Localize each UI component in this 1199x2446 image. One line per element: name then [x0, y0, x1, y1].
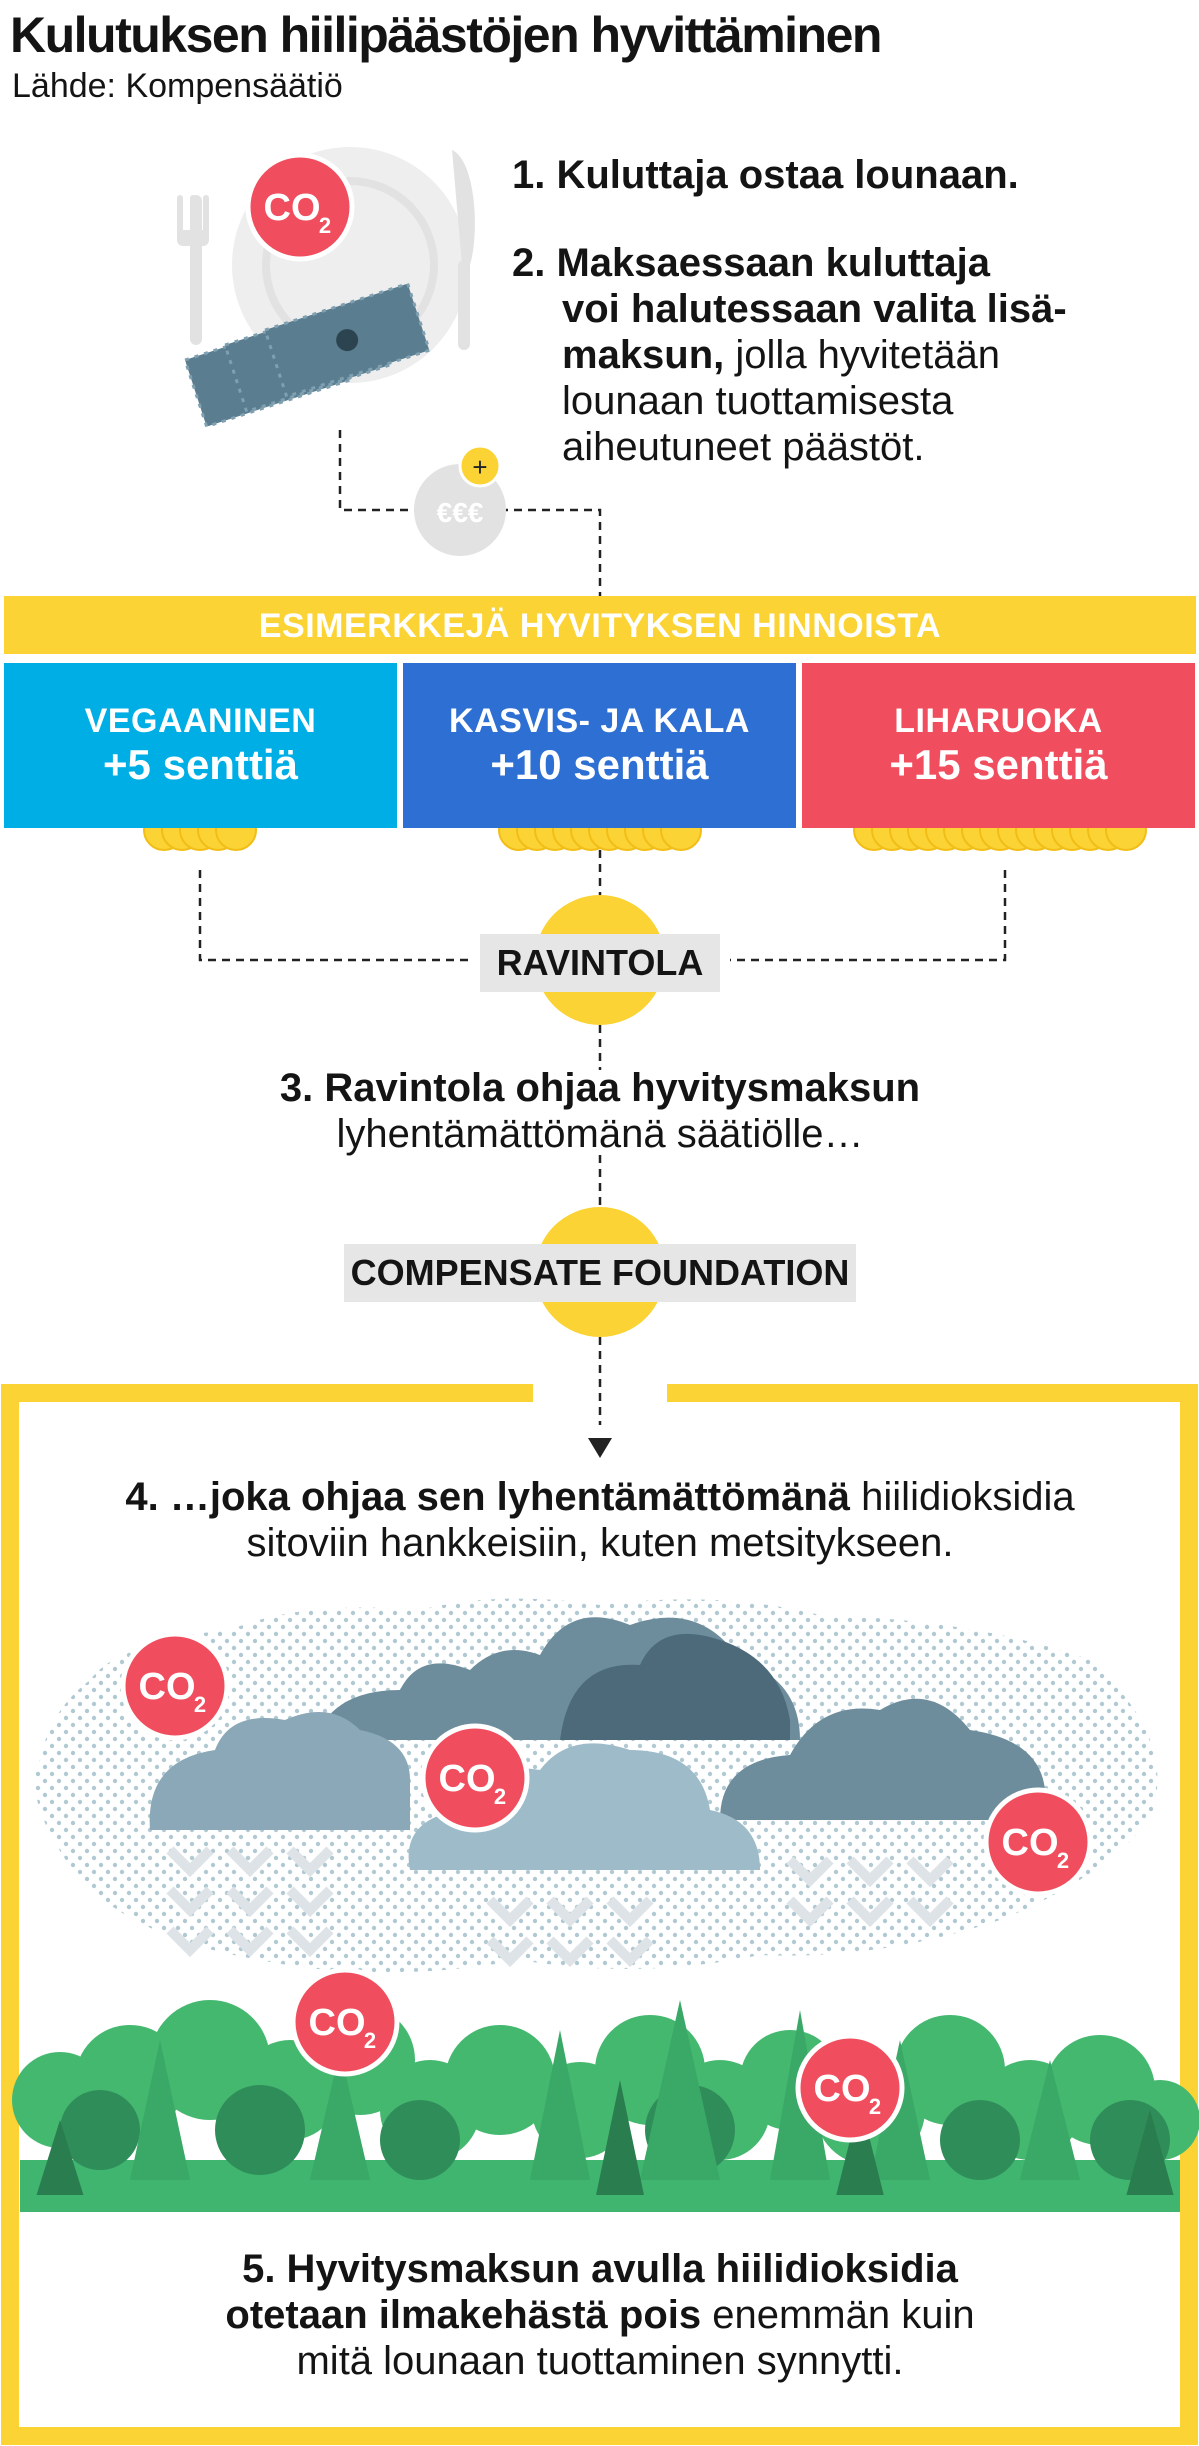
svg-text:CO: CO: [438, 1758, 496, 1800]
arrow-down-icon: [588, 1438, 612, 1458]
svg-text:+: +: [472, 452, 488, 482]
step-3-text: 3. Ravintola ohjaa hyvitysmaksun lyhentämättömänä säätiölle…: [279, 1066, 921, 1156]
svg-text:2: 2: [193, 1692, 207, 1717]
source-credit: Lähde: Kompensäätiö: [12, 67, 343, 105]
price-box-vegetarian-fish: [403, 663, 796, 828]
step-5-text: 5. Hyvitysmaksun avulla hiilidioksidia otetaan ilmakehästä pois enemmän kuin mitä lounaan tuottaminen synnytti.: [225, 2247, 975, 2383]
svg-text:CO: CO: [813, 2068, 871, 2110]
co2-badge-icon: [986, 1790, 1090, 1894]
price-name: KASVIS- JA KALA: [449, 702, 750, 740]
price-banner: ESIMERKKEJÄ HYVITYKSEN HINNOISTA: [4, 596, 1196, 654]
step-1-text: 1. Kuluttaja ostaa lounaan.: [512, 153, 1019, 197]
step-2-text: 2. Maksaessaan kuluttaja voi halutessaan valita lisä- maksun, jolla hyvitetään lounaan tuottamisesta aiheutuneet päästöt.: [512, 241, 1067, 469]
plus-icon: [460, 446, 500, 486]
fork-icon: [177, 195, 209, 345]
price-box-meat: [802, 663, 1195, 828]
co2-badge-icon: [423, 1726, 527, 1830]
step-4-text: 4. …joka ohjaa sen lyhentämättömänä hiilidioksidia sitoviin hankkeisiin, kuten metsitykseen.: [125, 1475, 1075, 1565]
page-title: Kulutuksen hiilipäästöjen hyvittäminen: [10, 7, 881, 63]
co2-badge-icon: [248, 155, 352, 259]
restaurant-label: RAVINTOLA: [480, 934, 720, 992]
svg-text:2: 2: [318, 213, 332, 238]
svg-text:2: 2: [1056, 1848, 1070, 1873]
price-box-vegan: [4, 663, 397, 828]
svg-text:2: 2: [363, 2028, 377, 2053]
svg-text:2: 2: [868, 2094, 882, 2119]
price-value: +10 senttiä: [490, 741, 709, 788]
price-name: LIHARUOKA: [894, 702, 1103, 740]
price-name: VEGAANINEN: [84, 702, 317, 740]
price-value: +5 senttiä: [103, 741, 298, 788]
svg-text:€€€: €€€: [436, 497, 484, 528]
co2-badge-icon: [293, 1970, 397, 2074]
price-value: +15 senttiä: [889, 741, 1108, 788]
svg-text:CO: CO: [308, 2002, 366, 2044]
svg-text:CO: CO: [138, 1666, 196, 1708]
svg-text:2: 2: [493, 1784, 507, 1809]
co2-badge-icon: [798, 2036, 902, 2140]
co2-text: CO: [263, 187, 321, 229]
svg-text:CO: CO: [1001, 1822, 1059, 1864]
co2-badge-icon: [123, 1634, 227, 1738]
foundation-label: COMPENSATE FOUNDATION: [344, 1244, 856, 1302]
forest-icon: [12, 2000, 1199, 2212]
